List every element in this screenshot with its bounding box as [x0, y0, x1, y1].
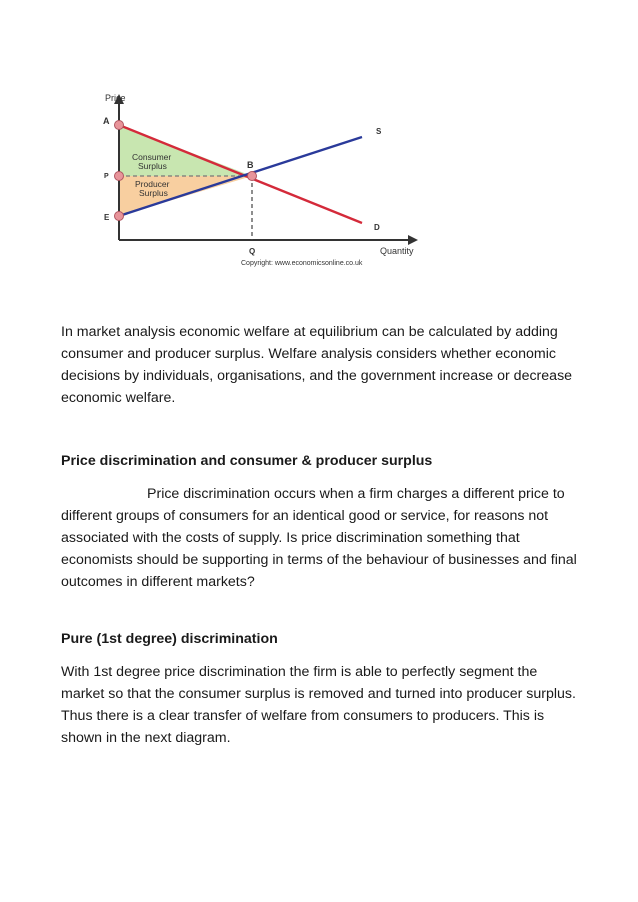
section2-body: With 1st degree price discrimination the firm is able to perfectly segment the market so that the consumer surplus is removed and turned into producer surplus. Thus there is a clear transfer of welfare from consumers to producers. This is shown in the next diagram.	[61, 664, 576, 746]
supply-label: S	[376, 127, 382, 136]
point-e-marker	[115, 212, 124, 221]
point-a-label: A	[103, 116, 110, 126]
consumer-surplus-label-line1: Consumer	[132, 152, 172, 162]
point-p-label: P	[104, 173, 109, 180]
section1-heading: Price discrimination and consumer & producer surplus	[61, 453, 433, 469]
point-b-label: B	[247, 160, 254, 170]
point-b-marker	[248, 172, 257, 181]
producer-surplus-label-line2: Surplus	[139, 188, 168, 198]
section2-heading: Pure (1st degree) discrimination	[61, 631, 278, 647]
point-a-marker	[115, 121, 124, 130]
point-e-label: E	[104, 213, 110, 222]
x-axis-label: Quantity	[380, 246, 414, 256]
section1-body: Price discrimination occurs when a firm charges a different price to different groups of consumers for an identical good or service, for reasons not associated with the costs of supply. Is price discrimination something that economists should be supporting in terms of the behaviour of businesses and final outcomes in different markets?	[61, 486, 577, 590]
surplus-diagram-svg	[88, 88, 440, 273]
demand-label: D	[374, 223, 380, 232]
copyright-text: Copyright: www.economicsonline.co.uk	[241, 260, 363, 267]
consumer-surplus-label-line2: Surplus	[138, 161, 167, 171]
point-p-marker	[115, 172, 124, 181]
intro-paragraph: In market analysis economic welfare at equilibrium can be calculated by adding consumer and producer surplus. Welfare analysis considers whether economic decisions by individuals, organisations, and the government increase or decrease economic welfare.	[61, 324, 573, 406]
y-axis-label: Price	[105, 93, 126, 103]
point-q-label: Q	[249, 247, 256, 256]
x-axis-arrow	[408, 235, 418, 245]
producer-surplus-label-line1: Producer	[135, 179, 170, 189]
surplus-diagram	[88, 88, 440, 273]
